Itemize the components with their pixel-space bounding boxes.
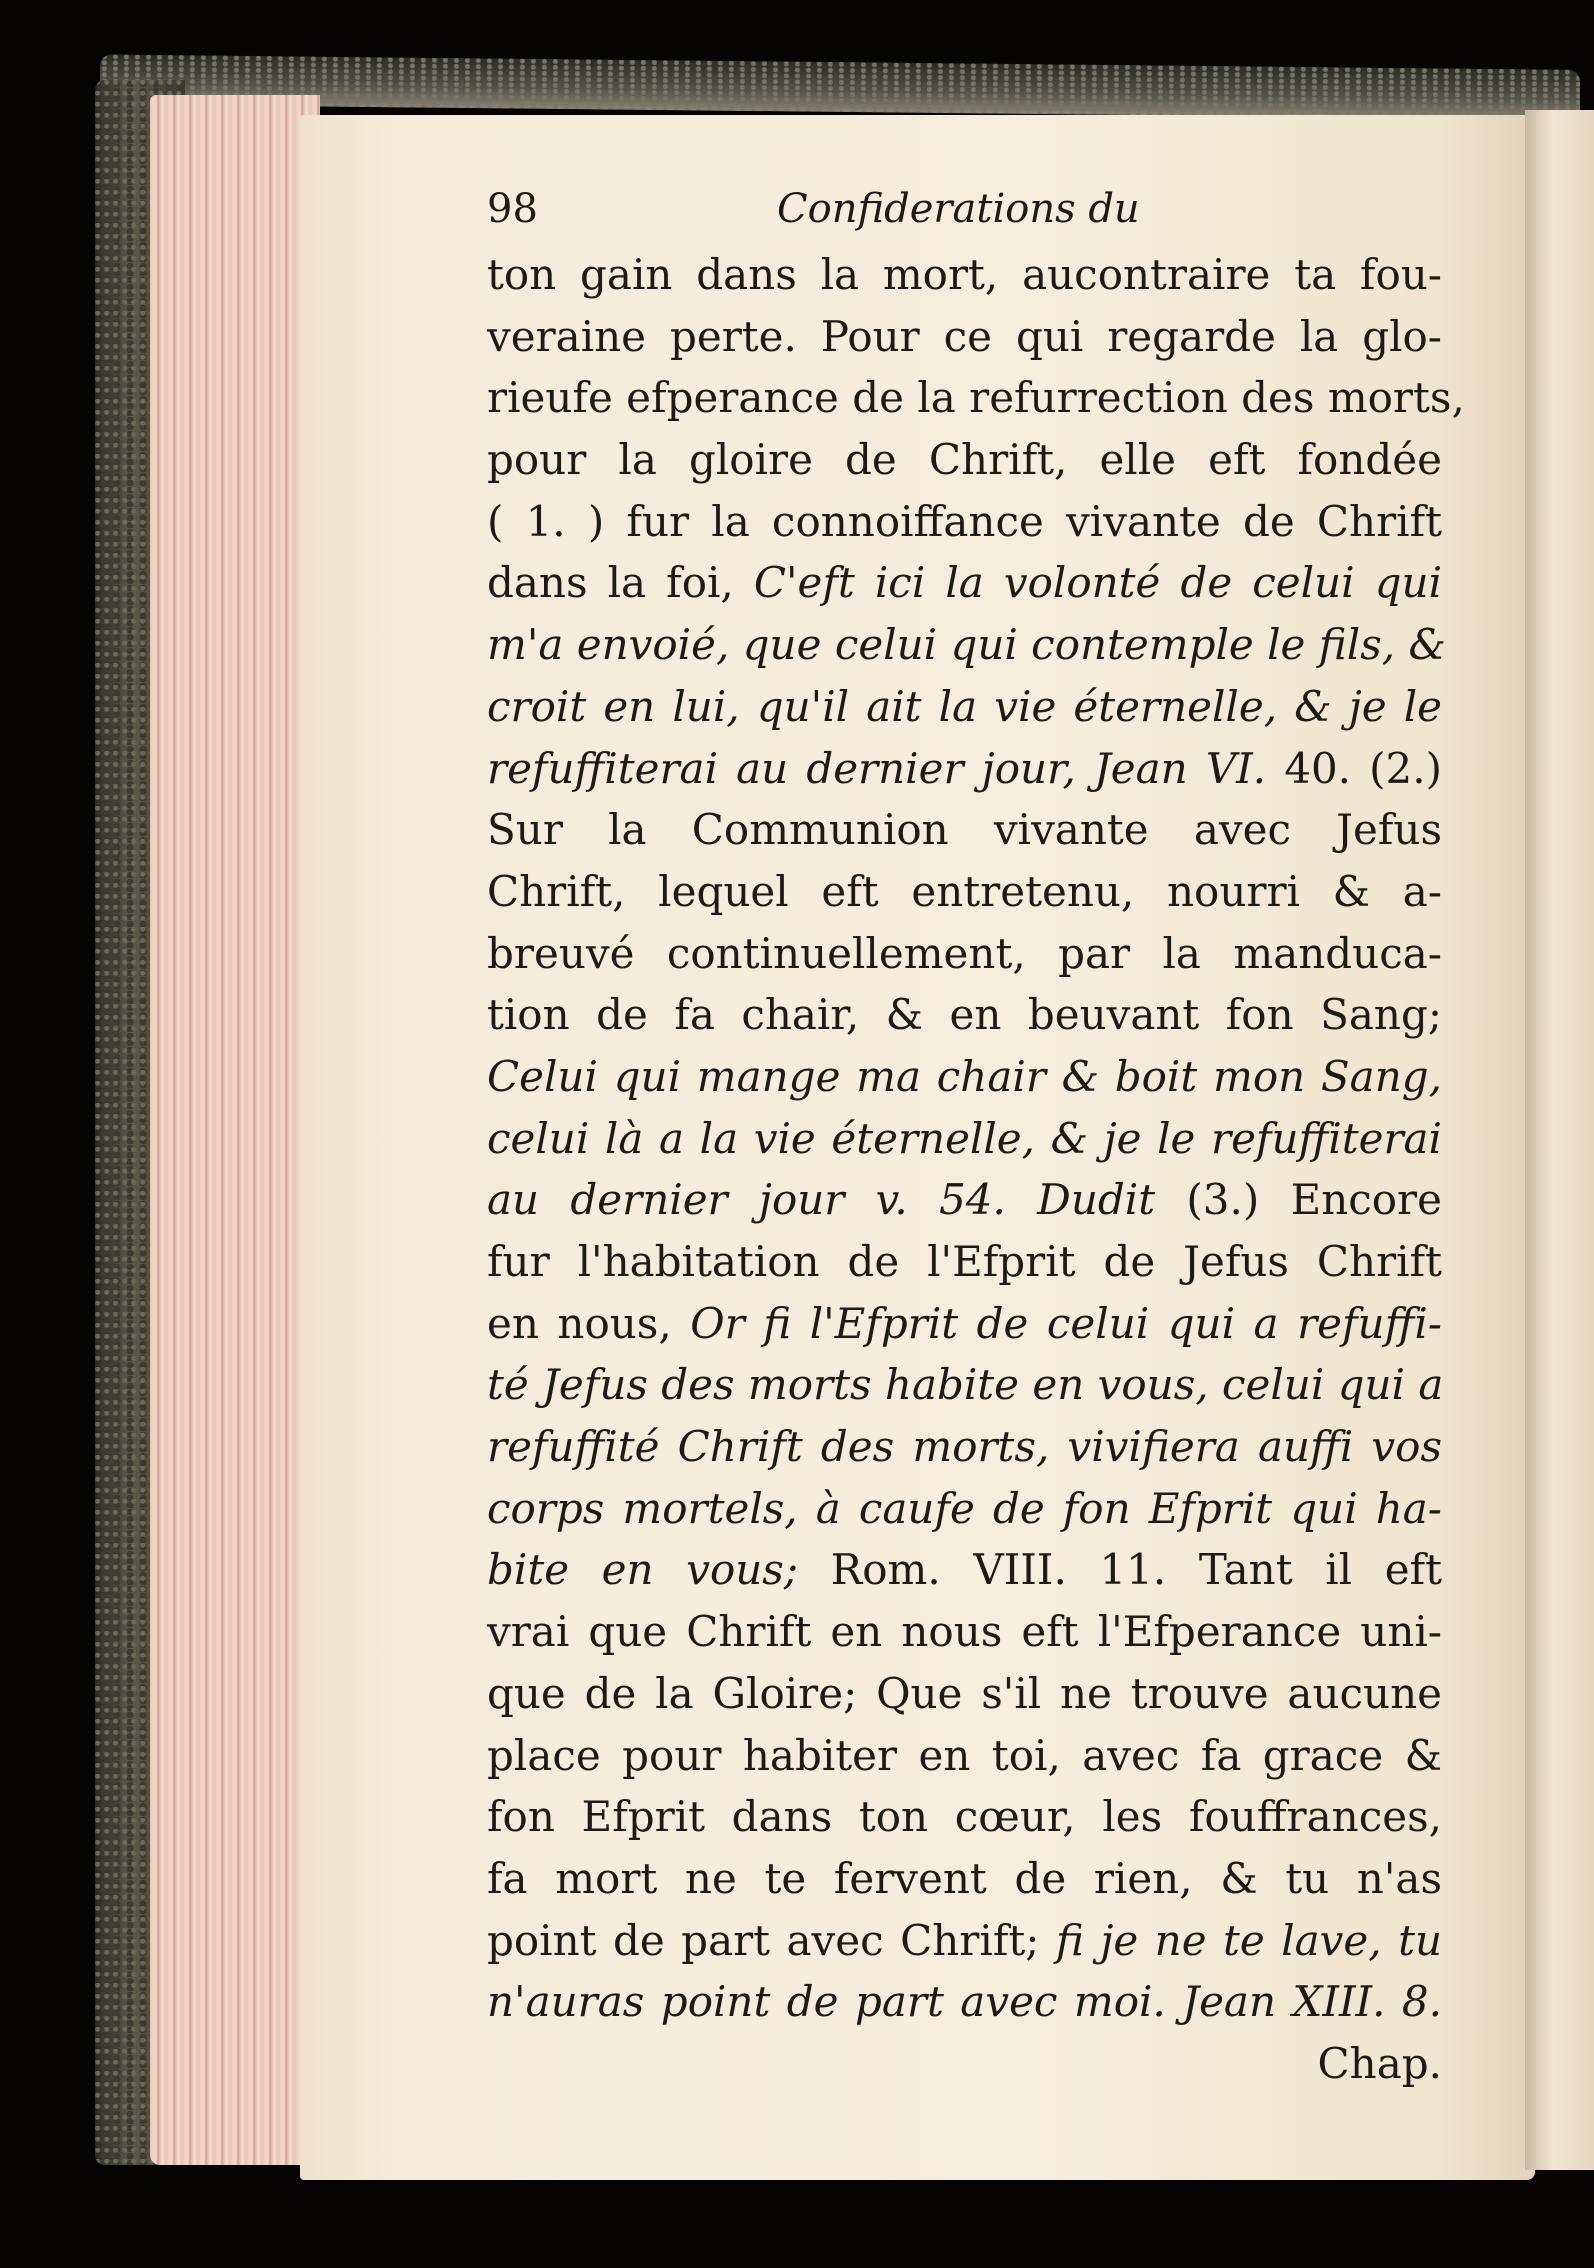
text-line <box>487 861 1442 923</box>
roman-text: dans la foi, <box>487 558 754 608</box>
page-header <box>487 180 1442 244</box>
roman-text: veraine perte. Pour ce qui regarde la glo- <box>487 311 1442 361</box>
italic-text: celui là a la vie éternelle, & je le refuffiterai <box>487 1113 1442 1163</box>
text-line <box>487 1601 1442 1663</box>
roman-text: ( 1. ) fur la connoiffance vivante de Chrift <box>487 496 1442 546</box>
text-line <box>487 367 1465 429</box>
text-line <box>487 984 1442 1046</box>
roman-text: fon Efprit dans ton cœur, les fouffrances, <box>487 1792 1442 1842</box>
text-line <box>487 923 1442 985</box>
roman-text: point de part avec Chrift; <box>487 1915 1056 1965</box>
text-line <box>487 306 1442 368</box>
roman-text: Sur la Communion vivante avec Jefus <box>487 805 1442 855</box>
roman-text: Chrift, lequel eft entretenu, nourri & a- <box>487 866 1442 916</box>
roman-text: fa mort ne te fervent de rien, & tu n'as <box>487 1853 1442 1903</box>
text-line <box>487 429 1442 491</box>
text-line <box>487 1786 1442 1848</box>
text-line <box>487 552 1442 614</box>
text-lines <box>487 244 1465 2033</box>
text-line <box>487 738 1442 800</box>
text-line <box>487 614 1446 676</box>
page-text-block <box>487 180 1465 2095</box>
roman-text: fur l'habitation de l'Efprit de Jefus Chrift <box>487 1237 1442 1286</box>
text-line <box>487 799 1442 861</box>
facing-page-edge <box>1525 110 1594 2170</box>
roman-text: 40. (2.) <box>1284 743 1442 793</box>
page-number: 98 <box>487 186 538 232</box>
italic-text: refuffiterai au dernier jour, Jean VI. <box>487 743 1285 793</box>
book-cover-top-edge <box>100 54 1580 119</box>
text-line <box>487 1725 1442 1787</box>
text-line <box>487 1169 1442 1231</box>
italic-text: fi je ne te lave, tu <box>1055 1915 1443 1965</box>
italic-text: Celui qui mange ma chair & boit mon Sang, <box>487 1051 1442 1101</box>
italic-text: au dernier jour v. 54. Dudit <box>487 1175 1187 1225</box>
roman-text: Rom. VIII. 11. Tant il eft <box>830 1545 1443 1595</box>
italic-text: corps mortels, à caufe de fon Efprit qui ha- <box>487 1483 1442 1533</box>
text-line <box>487 1910 1442 1972</box>
roman-text: place pour habiter en toi, avec fa grace & <box>487 1730 1442 1780</box>
roman-text: breuvé continuellement, par la manduca- <box>487 928 1442 978</box>
roman-text: ton gain dans la mort, aucontraire ta fou- <box>487 250 1442 299</box>
page-edges <box>150 95 320 2165</box>
roman-text: que de la Gloire; Que s'il ne trouve aucune <box>487 1668 1442 1718</box>
italic-text: Or fi l'Efprit de celui qui a refuffi- <box>690 1298 1442 1348</box>
text-line <box>487 1046 1442 1108</box>
italic-text: croit en lui, qu'il ait la vie éternelle, & je le <box>487 681 1442 731</box>
roman-text: (3.) Encore <box>1186 1175 1442 1225</box>
text-line <box>487 1848 1442 1910</box>
text-line <box>487 1478 1442 1540</box>
text-line <box>487 676 1442 738</box>
italic-text: té Jefus des morts habite en vous, celui qui a <box>487 1360 1444 1410</box>
italic-text: C'eft ici la volonté de celui qui <box>753 558 1443 608</box>
roman-text: rieufe efperance de la refurrection des morts, <box>487 373 1465 423</box>
roman-text: vrai que Chrift en nous eft l'Efperance uni- <box>487 1607 1442 1657</box>
text-line <box>487 491 1442 553</box>
text-line <box>487 1231 1442 1293</box>
roman-text: pour la gloire de Chrift, elle eft fondée <box>487 435 1442 485</box>
catchword: Chap. <box>1317 2038 1442 2088</box>
italic-text: refuffité Chrift des morts, vivifiera auffi vos <box>487 1422 1442 1472</box>
running-head: Confiderations du <box>777 186 1140 232</box>
text-line <box>487 1416 1442 1478</box>
text-line <box>487 1354 1442 1416</box>
text-line <box>487 1108 1442 1170</box>
text-line <box>487 1539 1442 1601</box>
italic-text: bite en vous; <box>487 1545 831 1595</box>
text-line <box>487 1971 1442 2033</box>
italic-text: m'a envoié, que celui qui contemple le fils, & <box>487 620 1446 670</box>
roman-text: en nous, <box>487 1298 691 1348</box>
text-line <box>487 1293 1442 1355</box>
italic-text: n'auras point de part avec moi. Jean XIII. 8. <box>487 1977 1442 2027</box>
text-line <box>487 244 1442 306</box>
roman-text: tion de fa chair, & en beuvant fon Sang; <box>487 990 1442 1040</box>
text-line <box>487 1663 1442 1725</box>
